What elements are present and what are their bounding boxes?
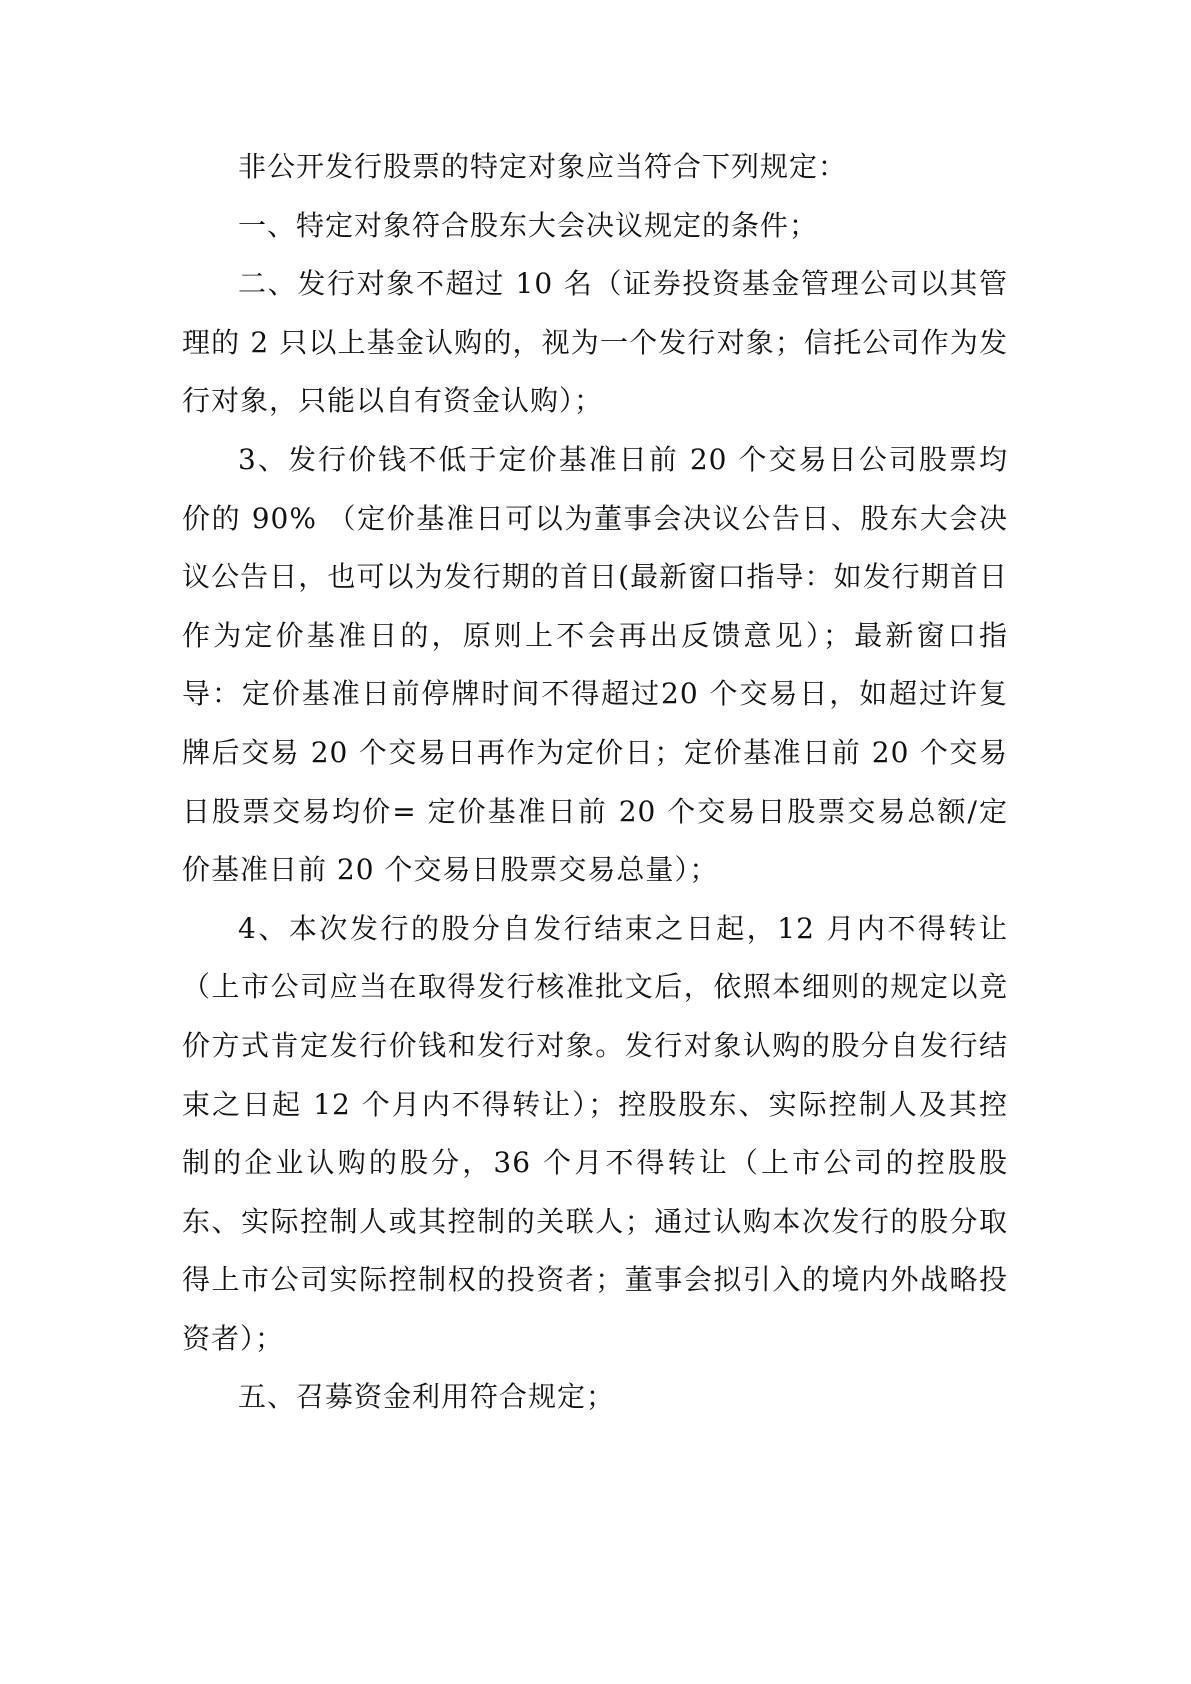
paragraph-item-1: 一、特定对象符合股东大会决议规定的条件；	[238, 208, 819, 242]
document-body	[182, 138, 1008, 1427]
paragraph-item-4: 4、本次发行的股分自发行结束之日起，12 月内不得转让（上市公司应当在取得发行核准批文后，依照本细则的规定以竞价方式肯定发行价钱和发行对象。发行对象认购的股分自发行结束之日起 12 个月内不得转让）；控股股东、实际控制人及其控制的企业认购的股分，36 个月不得转让（上市公司的控股股东、实际控制人或其控制的关联人；通过认购本次发行的股分取得上市公司实际控制权的投资者；董事会拟引入的境内外战略投资者）；	[182, 911, 1008, 1355]
paragraph-item-3: 3、发行价钱不低于定价基准日前 20 个交易日公司股票均价的 90% （定价基准日可以为董事会决议公告日、股东大会决议公告日，也可以为发行期的首日(最新窗口指导：如发行期首日作为定价基准日的，原则上不会再出反馈意见）；最新窗口指导：定价基准日前停牌时间不得超过20 个交易日，如超过许复牌后交易 20 个交易日再作为定价日；定价基准日前 20 个交易日股票交易均价= 定价基准日前 20 个交易日股票交易总额/定价基准日前 20 个交易日股票交易总量）；	[182, 442, 1008, 887]
paragraph-item-5: 五、召募资金利用符合规定；	[238, 1380, 616, 1414]
paragraph-item-2: 二、发行对象不超过 10 名（证券投资基金管理公司以其管理的 2 只以上基金认购的，视为一个发行对象；信托公司作为发行对象，只能以自有资金认购）；	[182, 267, 1008, 418]
paragraph-intro: 非公开发行股票的特定对象应当符合下列规定：	[238, 150, 848, 183]
